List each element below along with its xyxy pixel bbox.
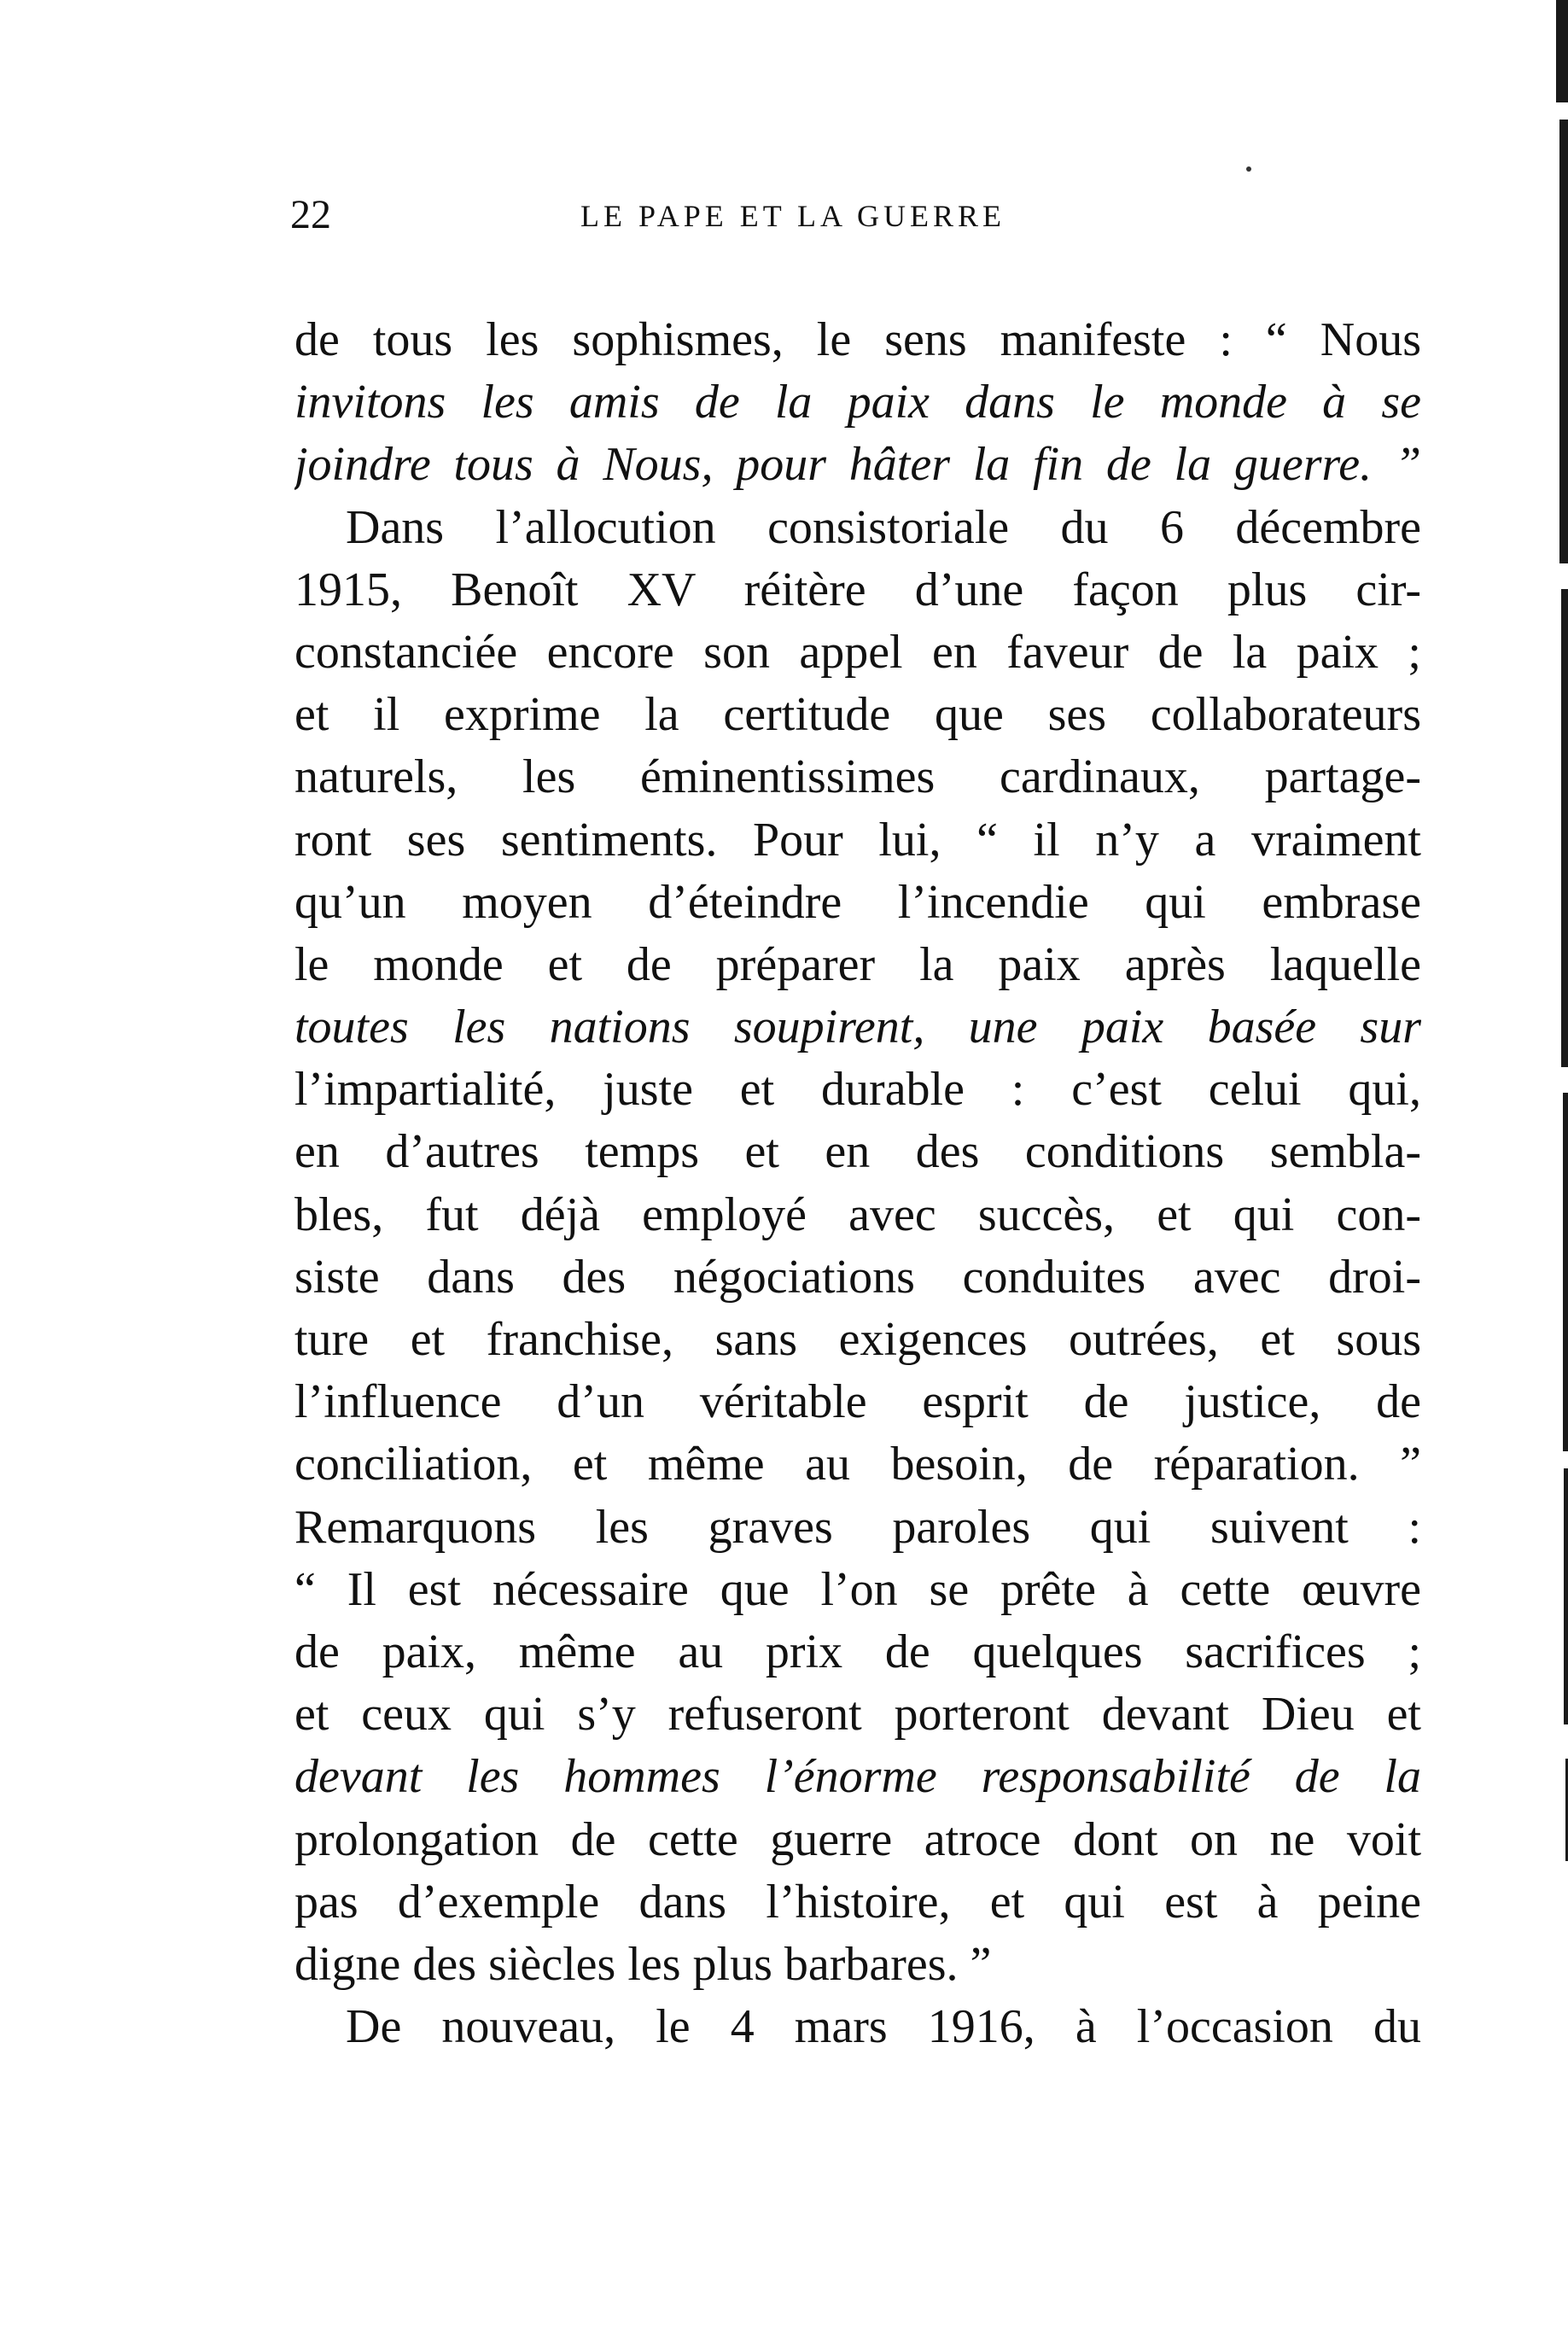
text-line: en d’autres temps et en des conditions sembla-	[294, 1125, 1421, 1179]
text-line: siste dans des négociations conduites avec droi-	[294, 1250, 1421, 1304]
text-line: et ceux qui s’y refuseront porteront devant Dieu et	[294, 1688, 1421, 1742]
scan-edge-mark	[1563, 1093, 1568, 1451]
text-line: De nouveau, le 4 mars 1916, à l’occasion du	[346, 2000, 1421, 2054]
text-line: “ Il est nécessaire que l’on se prête à cette œuvre	[294, 1562, 1421, 1616]
scan-edge-mark	[1556, 0, 1568, 102]
running-title: LE PAPE ET LA GUERRE	[580, 199, 1006, 233]
page-number: 22	[290, 192, 331, 237]
scan-edge-mark	[1561, 589, 1568, 1067]
speck	[1246, 166, 1251, 172]
text-line: conciliation, et même au besoin, de réparation. ”	[294, 1438, 1421, 1491]
text-line: qu’un moyen d’éteindre l’incendie qui embrase	[294, 875, 1421, 929]
text-line: invitons les amis de la paix dans le monde à se	[294, 376, 1421, 429]
text-line: devant les hommes l’énorme responsabilité de la	[294, 1750, 1421, 1804]
text-line: joindre tous à Nous, pour hâter la fin de la guerre. ”	[294, 438, 1421, 492]
scan-edge-border	[1542, 0, 1568, 2340]
text-line: 1915, Benoît XV réitère d’une façon plus cir-	[294, 563, 1421, 616]
text-line: toutes les nations soupirent, une paix basée sur	[294, 1001, 1421, 1054]
scan-edge-mark	[1564, 1468, 1568, 1724]
text-line: constanciée encore son appel en faveur de la paix ;	[294, 625, 1421, 679]
scan-edge-mark	[1559, 120, 1568, 563]
text-line: de paix, même au prix de quelques sacrifices ;	[294, 1625, 1421, 1678]
text-line: l’influence d’un véritable esprit de justice, de	[294, 1375, 1421, 1429]
text-line: bles, fut déjà employé avec succès, et qui con-	[294, 1188, 1421, 1241]
text-line: et il exprime la certitude que ses collaborateurs	[294, 688, 1421, 742]
body-text	[294, 309, 1421, 2058]
text-line: ture et franchise, sans exigences outrées, et sous	[294, 1313, 1421, 1366]
text-line: ront ses sentiments. Pour lui, “ il n’y a vraiment	[294, 813, 1421, 867]
text-line: prolongation de cette guerre atroce dont on ne voit	[294, 1812, 1421, 1866]
text-line: l’impartialité, juste et durable : c’est celui qui,	[294, 1063, 1421, 1117]
text-line: naturels, les éminentissimes cardinaux, partage-	[294, 750, 1421, 804]
text-line: digne des siècles les plus barbares. ”	[294, 1937, 992, 1991]
text-line: le monde et de préparer la paix après laquelle	[294, 937, 1421, 991]
text-line: de tous les sophismes, le sens manifeste : “ Nous	[294, 313, 1421, 366]
text-line: pas d’exemple dans l’histoire, et qui est à peine	[294, 1875, 1421, 1929]
page-header	[290, 190, 1417, 249]
text-line: Dans l’allocution consistoriale du 6 décembre	[346, 500, 1421, 554]
text-line: Remarquons les graves paroles qui suivent :	[294, 1500, 1421, 1554]
